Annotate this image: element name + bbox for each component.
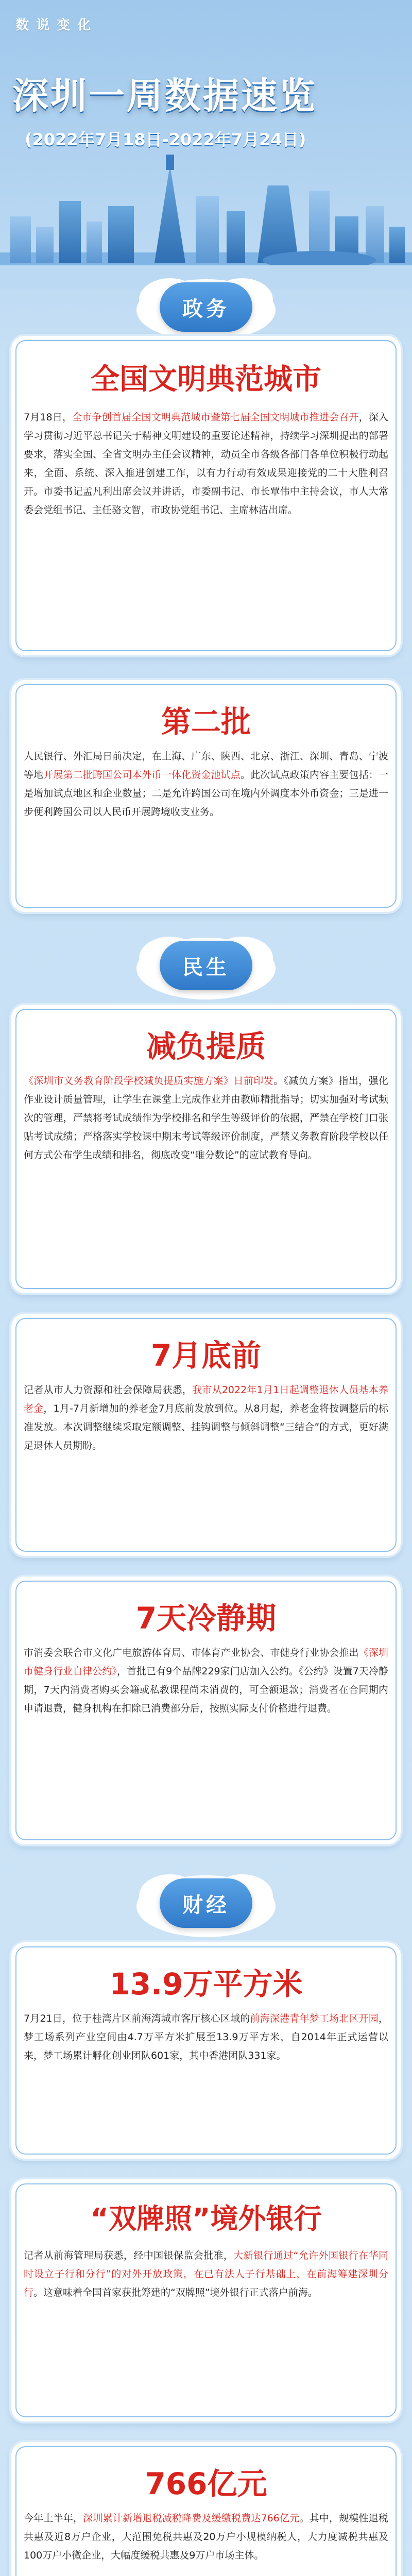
section-title: 政务 (182, 297, 230, 321)
card-body (24, 1072, 388, 1164)
news-card-tax-refund (11, 2442, 401, 2576)
body-text: ，首批已有9个品牌229家门店加入公约。《公约》设置7天冷静期，7天内消费者购买会籍或私教课程尚未消费的，可全额退款；消费者在合同期内申请退费，健身机构在扣除已消费部分后，按照实际支付价格进行退费。 (24, 1666, 388, 1714)
card-body (24, 747, 388, 821)
body-text: 。其中，规模性退税共惠及近8万户企业，大范围免税共惠及20万户小规模纳税人，大力度减税共惠及100万户小微企业，大幅度缓税共惠及9万户市场主体。 (24, 2513, 388, 2561)
section-title: 财经 (182, 1893, 230, 1917)
body-text: 记者从市人力资源和社会保障局获悉， (24, 1384, 193, 1396)
tagline-char: 说 (36, 18, 52, 33)
body-highlight: 《深圳市健身行业自律公约》 (24, 1647, 388, 1677)
body-text: ，1月-7月新增加的养老金7月底前发放到位。从8月起，养老金将按调整后的标准发放。本次调整继续采取定额调整、挂钩调整与倾斜调整“三结合”的方式，更好满足退休人员期盼。 (24, 1403, 388, 1451)
city-skyline-illustration (0, 155, 412, 289)
body-text: 。此次试点政策内容主要包括：一是增加试点地区和企业数量；二是允许跨国公司在境内外调度本外币资金；三是进一步便利跨国公司以人民币开展跨境收支业务。 (24, 769, 388, 818)
date-range: (2022年7月18日-2022年7月24日) (25, 130, 306, 149)
body-highlight: 深圳累计新增退税减税降费及缓缴税费达766亿元 (83, 2513, 300, 2524)
tagline-char: 化 (77, 18, 93, 33)
card-title: “双牌照”境外银行 (90, 2202, 322, 2235)
tagline (15, 14, 93, 33)
card-body (24, 1381, 388, 1455)
tagline-char: 数 (15, 18, 31, 33)
card-title: 第二批 (161, 704, 251, 739)
card-title: 减负提质 (146, 1029, 266, 1064)
body-text: 市消委会联合市文化广电旅游体育局、市体育产业协会、市健身行业协会推出 (24, 1647, 359, 1658)
card-body (24, 2246, 388, 2302)
header (0, 0, 412, 278)
news-card-cooling-off (11, 1577, 401, 1844)
news-card-end-of-july (11, 1314, 401, 1556)
section-badge-livelihood (160, 941, 252, 990)
body-text: 7月21日，位于桂湾片区前海湾城市客厅核心区域的 (24, 2013, 250, 2024)
card-body (24, 408, 388, 519)
body-text: 7月18日， (24, 412, 73, 423)
section-badge-economy (160, 1878, 252, 1928)
card-title: 766亿元 (145, 2466, 267, 2501)
card-title: 7月底前 (150, 1338, 262, 1373)
body-highlight: 全市争创首届全国文明典范城市暨第七届全国文明城市推进会召开 (72, 412, 359, 423)
body-text: 今年上半年， (24, 2513, 83, 2524)
news-card-area (11, 1942, 401, 2159)
body-text: ，深入学习贯彻习近平总书记关于精神文明建设的重要论述精神，持续学习深圳提出的部署要求，落实全国、全省文明办主任会议精神，动员全市各级各部门各单位积极行动起来，全面、系统、深入推进创建工作，以有力行动有效成果迎接党的二十大胜利召开。市委书记孟凡利出席会议并讲话，市委副书记、市长覃伟中主持会议，市人大常委会党组书记、主任骆文智，市政协党组书记、主席林洁出席。 (24, 412, 388, 516)
body-highlight: 我市从2022年1月1日起调整退休人员基本养老金 (24, 1384, 388, 1414)
body-highlight: 大新银行通过“允许外国银行在华同时设立子行和分行”的对外开放政策，在已有法人子行基础上，在前海筹建深圳分行 (24, 2250, 388, 2298)
card-title: 13.9万平方米 (109, 1967, 303, 2002)
news-card-civilized-city (11, 336, 401, 655)
card-title: 7天冷静期 (135, 1601, 277, 1636)
card-body (24, 2509, 388, 2565)
card-body (24, 2009, 388, 2065)
body-text: ，梦工场系列产业空间由4.7万平方米扩展至13.9万平方米，自2014年正式运营以来，梦工场累计孵化创业团队601家，其中香港团队331家。 (24, 2013, 388, 2061)
card-title: 全国文明典范城市 (91, 363, 321, 396)
body-text: 人民银行、外汇局日前决定，在上海、广东、陕西、北京、浙江、深圳、青岛、宁波等地 (24, 751, 388, 781)
section-badge-politics (160, 282, 252, 332)
body-text: 。《减负方案》指出，强化作业设计质量管理，让学生在课堂上完成作业并由教师精批指导；切实加强对考试频次的管理，严禁将考试成绩作为学校排名和学生等级评价的依据，严禁在学校门口张贴考试成绩；严格落实学校课中期末考试等级评价制度，严禁义务教育阶段学校以任何方式公布学生成绩和排名，彻底改变“唯分数论”的应试教育导向。 (24, 1075, 388, 1161)
card-body (24, 1643, 388, 1718)
body-text: 记者从前海管理局获悉，经中国银保监会批准， (24, 2250, 234, 2261)
news-card-second-batch (11, 680, 401, 912)
section-title: 民生 (182, 955, 230, 979)
body-highlight: 开展第二批跨国公司本外币一体化资金池试点 (43, 769, 241, 781)
body-text: 。这意味着全国首家获批筹建的“双牌照”境外银行正式落户前海。 (33, 2287, 318, 2298)
body-highlight: 《深圳市义务教育阶段学校减负提质实施方案》日前印发 (24, 1075, 274, 1087)
news-card-dual-license (11, 2179, 401, 2421)
body-highlight: 前海深港青年梦工场北区开园 (250, 2013, 379, 2024)
news-card-burden-reduction (11, 1005, 401, 1293)
tagline-char: 变 (57, 18, 73, 33)
page-title: 深圳一周数据速览 (12, 75, 317, 117)
